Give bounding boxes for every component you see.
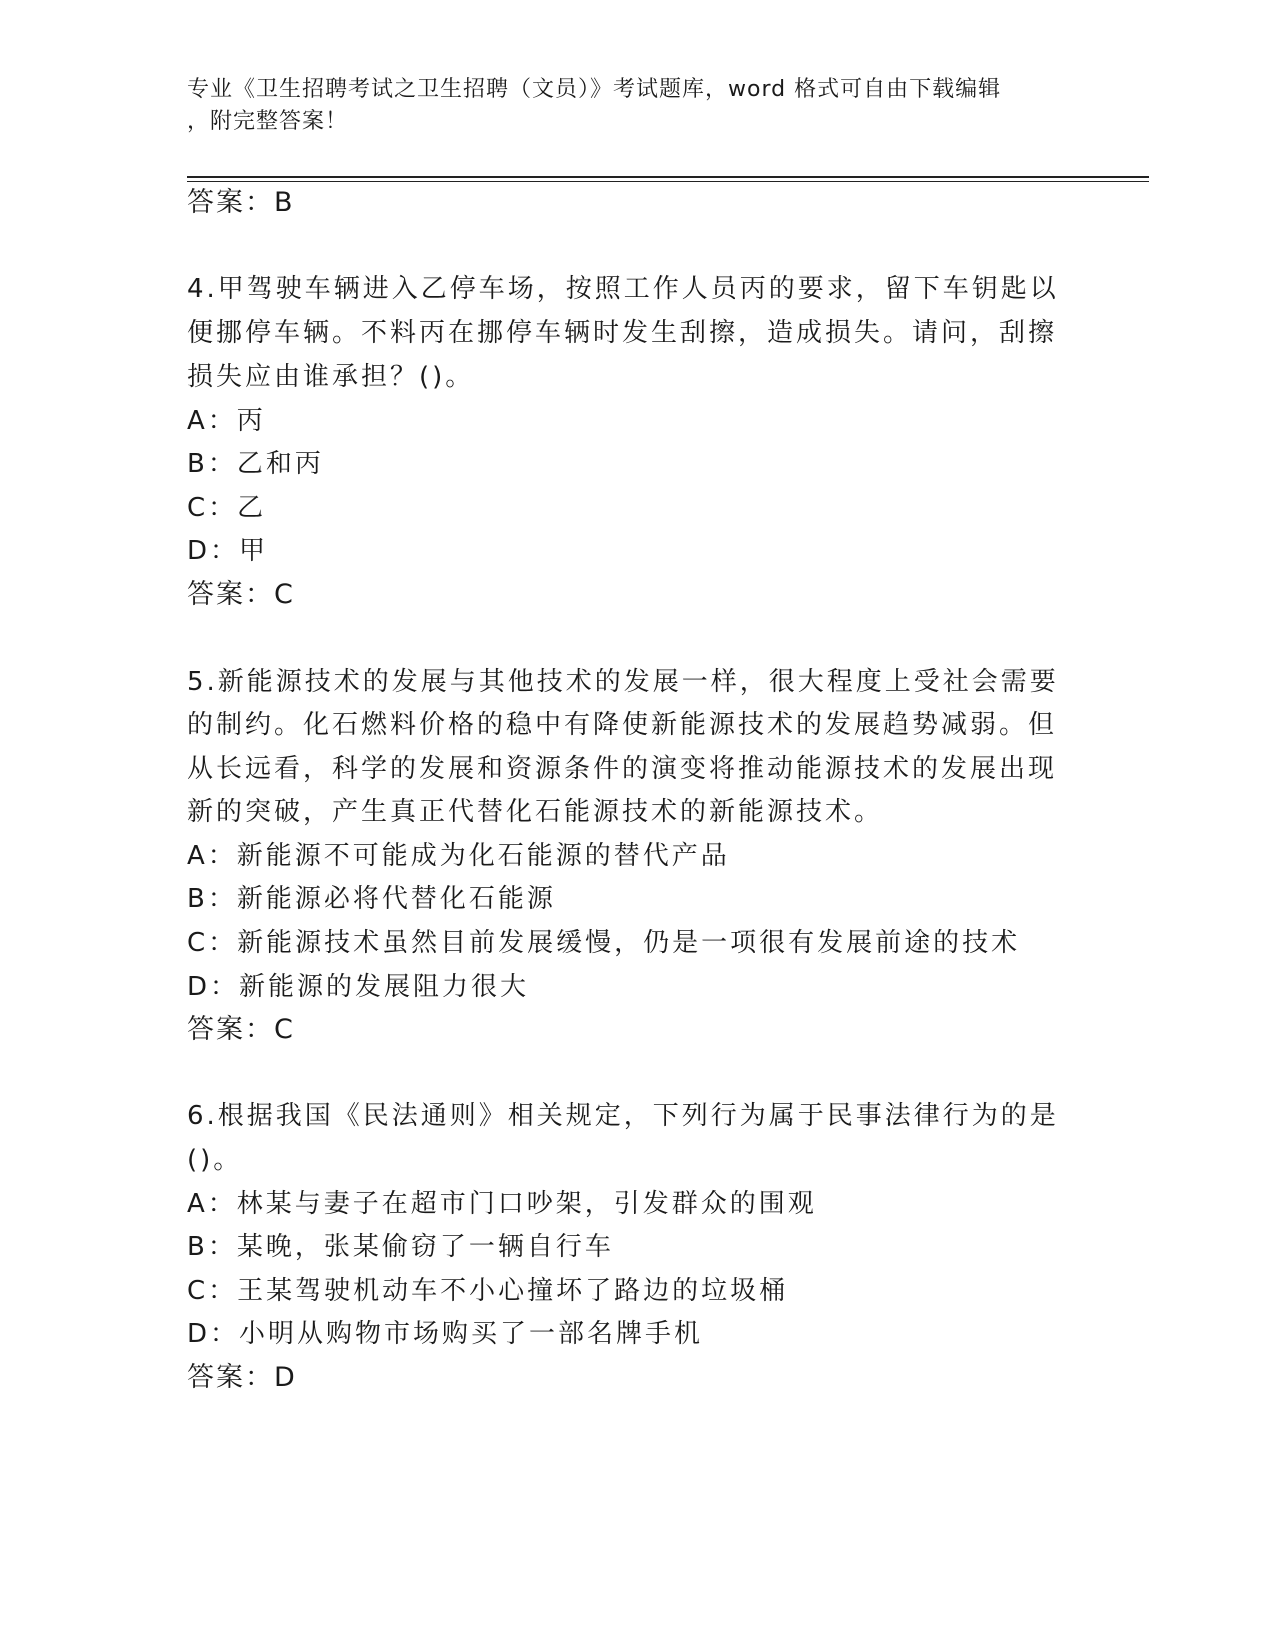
question-4-text-line-3: 损失应由谁承担？()。 — [187, 362, 475, 392]
header-divider-thin — [187, 181, 1149, 182]
question-6-option-d: D：小明从购物市场购买了一部名牌手机 — [187, 1319, 704, 1349]
question-6-text-line-2: ()。 — [187, 1145, 243, 1175]
question-6-answer: 答案：D — [187, 1362, 297, 1393]
question-6-text-line-1: 6.根据我国《民法通则》相关规定，下列行为属于民事法律行为的是 — [187, 1101, 1059, 1131]
question-4-text-line-2: 便挪停车辆。不料丙在挪停车辆时发生刮擦，造成损失。请问，刮擦 — [187, 318, 1058, 348]
header-text — [187, 74, 1087, 138]
question-4-option-c: C：乙 — [187, 493, 267, 523]
question-4-option-d: D：甲 — [187, 536, 269, 566]
question-5-option-b: B：新能源必将代替化石能源 — [187, 884, 556, 914]
question-4-option-b: B：乙和丙 — [187, 449, 324, 479]
question-5-answer: 答案：C — [187, 1014, 295, 1045]
question-5-text-line-4: 新的突破，产生真正代替化石能源技术的新能源技术。 — [187, 797, 884, 827]
question-5-option-d: D：新能源的发展阻力很大 — [187, 972, 530, 1002]
question-5-text-line-1: 5.新能源技术的发展与其他技术的发展一样，很大程度上受社会需要 — [187, 667, 1059, 697]
question-6-option-a: A：林某与妻子在超市门口吵架，引发群众的围观 — [187, 1189, 817, 1219]
question-5-text-line-3: 从长远看，科学的发展和资源条件的演变将推动能源技术的发展出现 — [187, 754, 1058, 784]
question-4-option-a: A：丙 — [187, 406, 266, 436]
question-5-option-a: A：新能源不可能成为化石能源的替代产品 — [187, 841, 730, 871]
question-4-text-line-1: 4.甲驾驶车辆进入乙停车场，按照工作人员丙的要求，留下车钥匙以 — [187, 274, 1059, 304]
question-4-answer: 答案：C — [187, 579, 295, 610]
question-6-option-c: C：王某驾驶机动车不小心撞坏了路边的垃圾桶 — [187, 1276, 789, 1306]
question-6-option-b: B：某晚，张某偷窃了一辆自行车 — [187, 1232, 614, 1262]
question-5-option-c: C：新能源技术虽然目前发展缓慢，仍是一项很有发展前途的技术 — [187, 928, 1021, 958]
header-divider-thick — [187, 176, 1149, 178]
previous-answer: 答案：B — [187, 187, 295, 218]
header-line-1: 专业《卫生招聘考试之卫生招聘（文员）》考试题库，word 格式可自由下载编辑 — [187, 77, 1002, 102]
header-line-2: ，附完整答案！ — [187, 109, 349, 134]
question-5-text-line-2: 的制约。化石燃料价格的稳中有降使新能源技术的发展趋势减弱。但 — [187, 710, 1058, 740]
